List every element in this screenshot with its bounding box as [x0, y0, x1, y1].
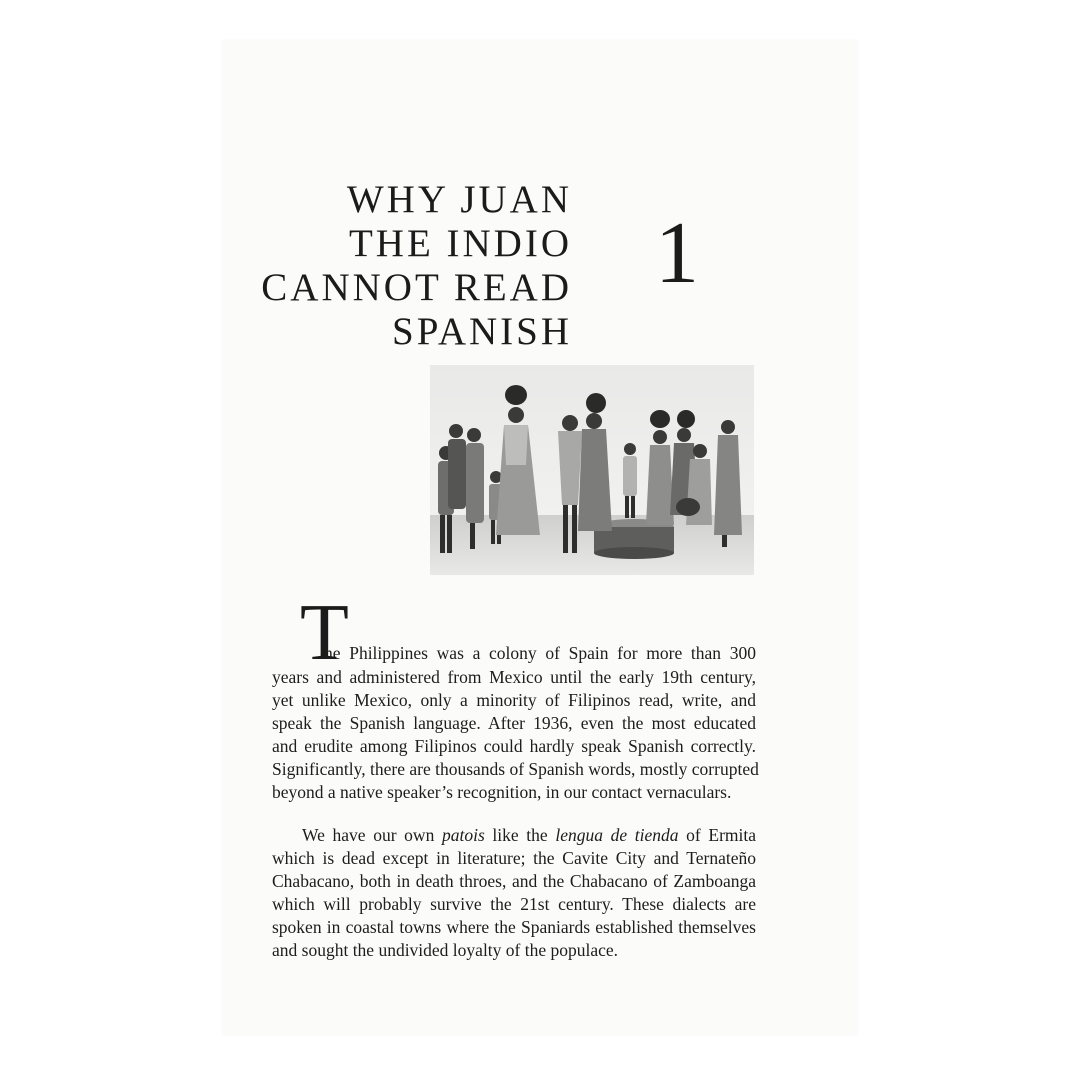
chapter-title-line: THE INDIO: [348, 222, 572, 265]
paragraph-2-line: [272, 824, 756, 847]
text-run: We have our own: [302, 825, 442, 845]
text-run: of Ermita: [678, 825, 757, 845]
chapter-title: [261, 178, 572, 354]
paragraph-1-line: beyond a native speaker’s recognition, in our contact vernaculars.: [272, 781, 732, 802]
text-run: like the: [484, 825, 556, 845]
historical-illustration: [430, 365, 754, 575]
paragraph-2-line: Chabacano, both in death throes, and the Chabacano of Zamboanga: [272, 870, 756, 891]
drop-cap: T: [300, 589, 349, 677]
italic-term: patois: [441, 825, 485, 845]
paragraph-1: [272, 666, 759, 803]
chapter-title-line: CANNOT READ: [261, 266, 572, 309]
paragraph-2: [272, 824, 756, 961]
paragraph-2-line: and sought the undivided loyalty of the populace.: [272, 939, 619, 960]
chapter-title-line: WHY JUAN: [346, 178, 572, 221]
paragraph-1-line: he Philippines was a colony of Spain for more than 300: [324, 643, 756, 663]
paragraph-1-line: Significantly, there are thousands of Spanish words, mostly corrupted: [272, 758, 759, 779]
paragraph-1-line: yet unlike Mexico, only a minority of Filipinos read, write, and: [272, 689, 756, 710]
paragraph-1-line: speak the Spanish language. After 1936, even the most educated: [272, 712, 756, 733]
paragraph-2-line: which will probably survive the 21st century. These dialects are: [272, 893, 756, 914]
paragraph-2-line: which is dead except in literature; the Cavite City and Ternateño: [272, 847, 756, 868]
paragraph-2-line: spoken in coastal towns where the Spaniards established themselves: [272, 916, 756, 937]
paragraph-1-line: and erudite among Filipinos could hardly speak Spanish correctly.: [272, 735, 756, 756]
chapter-title-line: SPANISH: [392, 310, 572, 353]
illustration-drawing: [430, 365, 754, 575]
chapter-number: 1: [655, 205, 699, 302]
paragraph-1-line: years and administered from Mexico until the early 19th century,: [272, 667, 756, 687]
italic-term: lengua de tienda: [555, 825, 679, 845]
